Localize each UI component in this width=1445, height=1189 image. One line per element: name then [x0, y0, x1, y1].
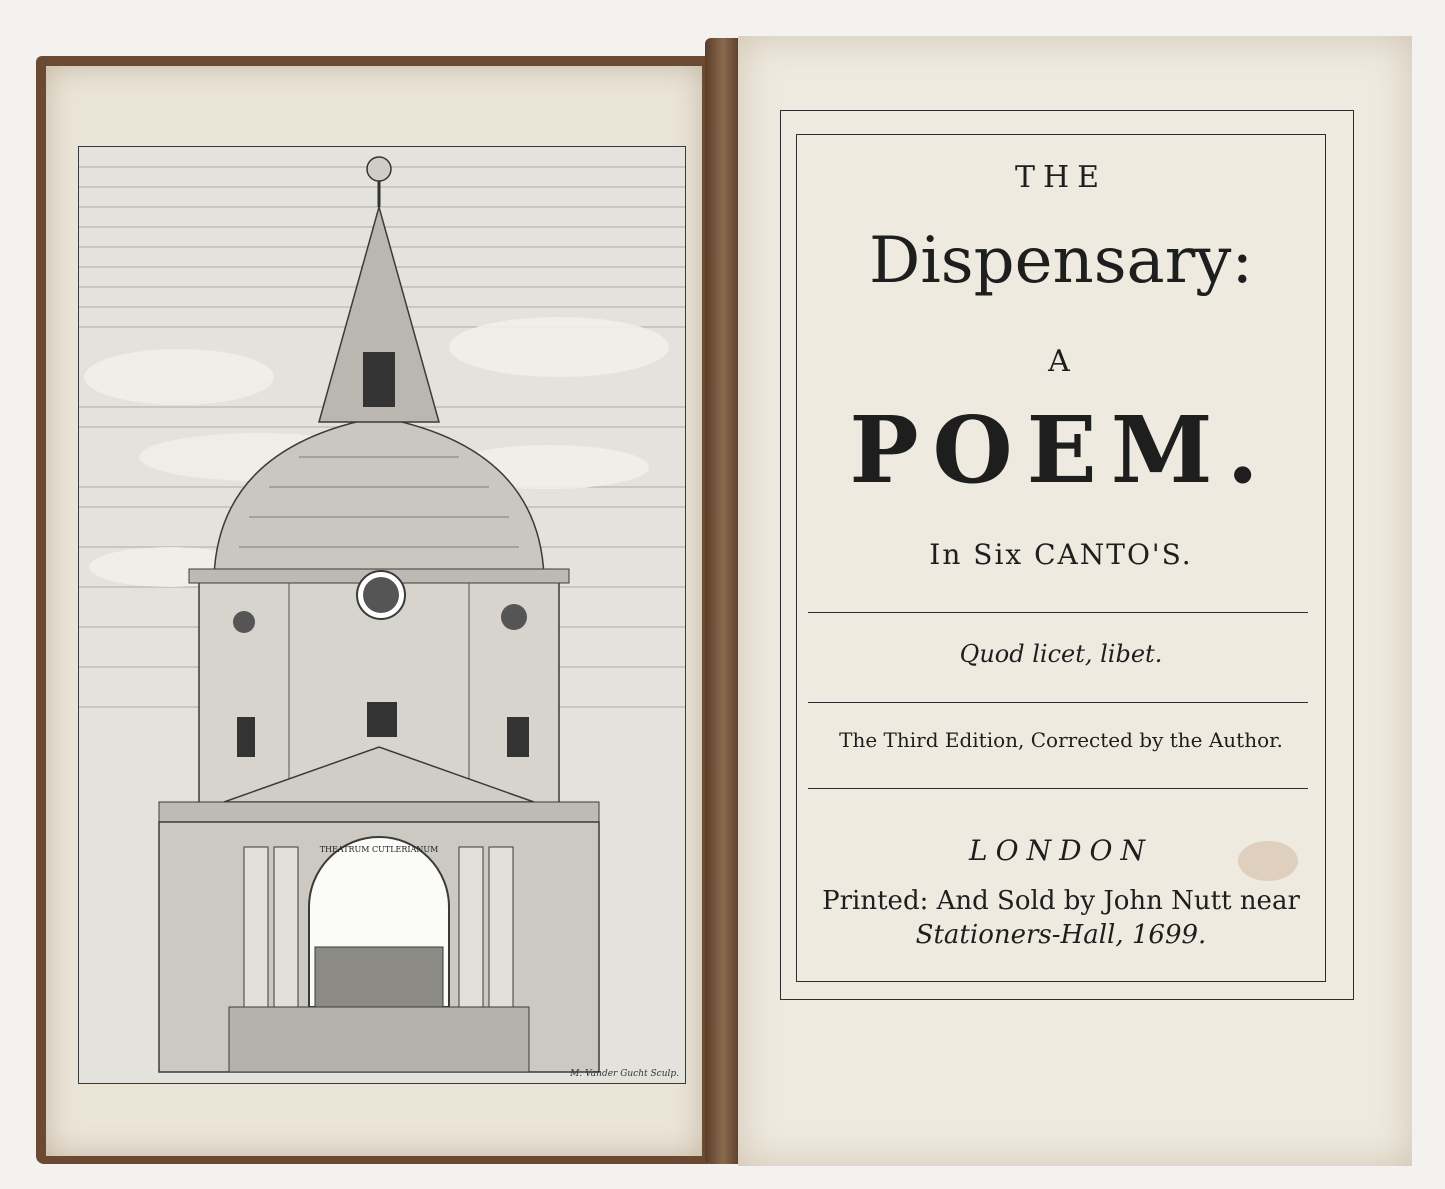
title-dispensary: Dispensary: — [869, 224, 1253, 298]
engraver-credit: M. Vander Gucht Sculp. — [570, 1069, 679, 1079]
rule-3 — [808, 788, 1308, 789]
building-inscription: THEATRUM CUTLERIANUM — [319, 845, 439, 854]
edition-statement: The Third Edition, Corrected by the Author. — [839, 728, 1283, 752]
frontispiece-engraving — [78, 146, 686, 1084]
imprint-line-2: Stationers-Hall, 1699. — [915, 920, 1207, 950]
imprint-city: LONDON — [969, 834, 1153, 867]
title-the: THE — [1014, 160, 1108, 195]
title-a: A — [1048, 344, 1074, 379]
title-poem: POEM. — [849, 396, 1273, 504]
motto: Quod licet, libet. — [959, 640, 1163, 668]
rule-1 — [808, 612, 1308, 613]
domed-theatre-engraving — [79, 147, 685, 1083]
imprint-line-1: Printed: And Sold by John Nutt near — [822, 886, 1300, 916]
rule-2 — [808, 702, 1308, 703]
title-cantos: In Six CANTO'S. — [929, 538, 1193, 571]
title-text-block — [796, 134, 1326, 982]
